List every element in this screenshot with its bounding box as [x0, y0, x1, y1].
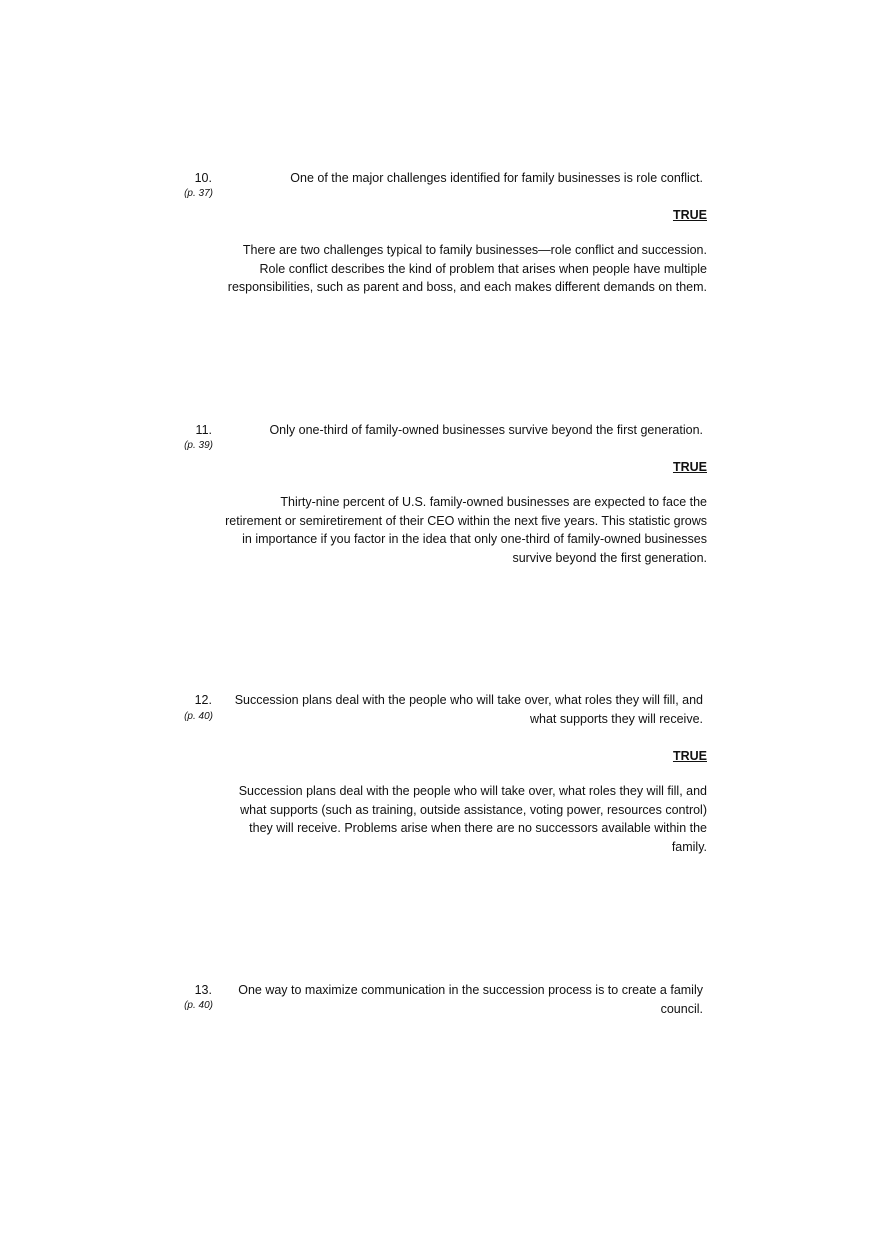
explanation — [205, 782, 707, 856]
question-text: One of the major challenges identified for family businesses is role conflict. — [290, 171, 703, 185]
answer-label: TRUE — [672, 749, 707, 763]
explanation-line: in importance if you factor in the idea that only one-third of family-owned businesses — [242, 532, 707, 546]
question-number: 12. — [194, 693, 212, 707]
question-number: 10. — [194, 171, 212, 185]
question-text-line: what supports they will receive. — [530, 711, 703, 726]
question-text: Only one-third of family-owned businesses survive beyond the first generation. — [269, 423, 703, 437]
explanation-line: family. — [671, 839, 707, 854]
question-text-line: council. — [660, 1001, 703, 1016]
explanation-line: what supports (such as training, outside assistance, voting power, resources control) — [240, 802, 707, 817]
page-reference: (p. 37) — [184, 188, 213, 199]
explanation-line: retirement or semiretirement of their CEO within the next five years. This statistic grows — [225, 513, 707, 528]
question-number: 13. — [194, 983, 212, 997]
explanation-line: Thirty-nine percent of U.S. family-owned businesses are expected to face the — [280, 495, 707, 509]
question-text-line: One way to maximize communication in the succession process is to create a family — [238, 983, 703, 997]
explanation-line: they will receive. Problems arise when there are no successors available within the — [249, 821, 707, 835]
answer-label: TRUE — [672, 208, 707, 222]
page-reference: (p. 39) — [184, 440, 213, 451]
answer-label: TRUE — [672, 460, 707, 474]
question-text — [218, 981, 703, 1018]
question-text-line: Succession plans deal with the people who will take over, what roles they will fill, and — [234, 693, 703, 707]
explanation-line: responsibilities, such as parent and boss, and each makes different demands on them. — [227, 280, 707, 294]
page-reference: (p. 40) — [184, 711, 213, 722]
explanation-line: There are two challenges typical to family businesses—role conflict and succession. — [242, 243, 707, 257]
question-text — [218, 691, 703, 728]
explanation-line: Succession plans deal with the people who will take over, what roles they will fill, and — [238, 784, 707, 798]
explanation-line: Role conflict describes the kind of problem that arises when people have multiple — [259, 261, 707, 276]
explanation — [205, 493, 707, 567]
explanation — [205, 241, 707, 297]
explanation-line: survive beyond the first generation. — [512, 550, 707, 565]
question-number: 11. — [195, 423, 212, 437]
page-reference: (p. 40) — [184, 1000, 213, 1011]
